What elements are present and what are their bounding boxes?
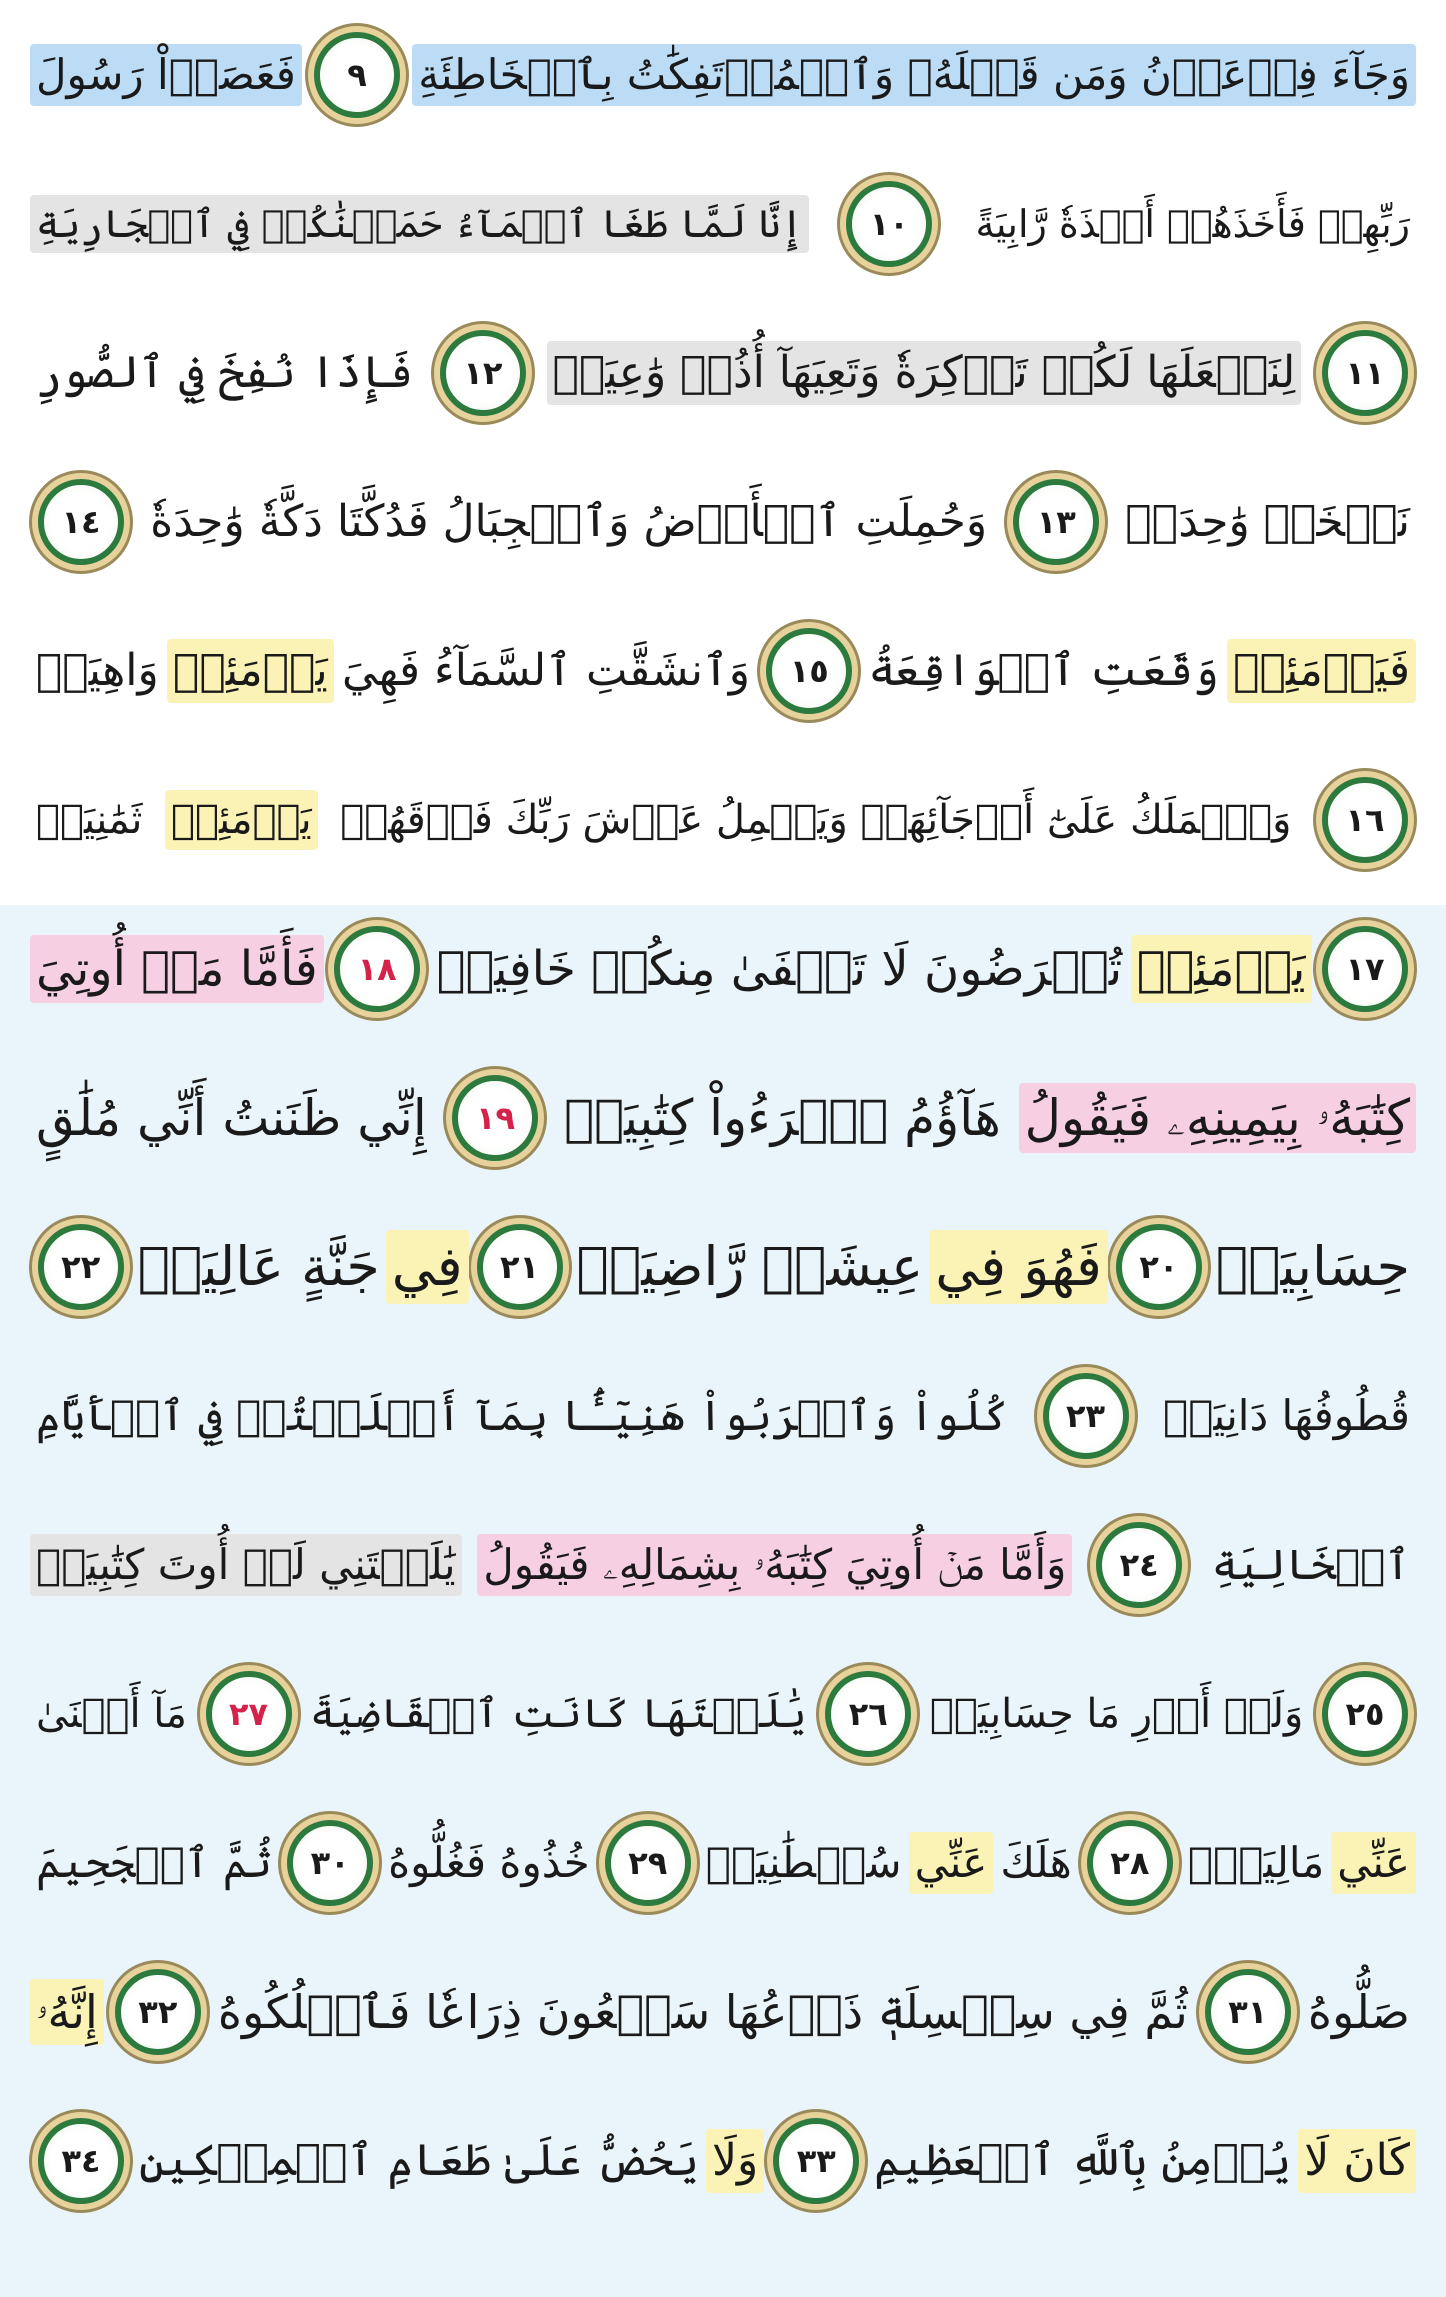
highlighted-verse-text: كَانَ لَا — [1298, 2129, 1416, 2193]
text-line — [30, 747, 1416, 892]
verse-text: يَٰلَيۡتَهَا كَانَتِ ٱلۡقَاضِيَةَ — [310, 1690, 807, 1737]
ayah-number-marker: ١٧ — [1322, 926, 1408, 1012]
verse-text: جَنَّةٍ عَالِيَةٖ — [137, 1234, 380, 1298]
verse-text: قُطُوفُهَا دَانِيَةٞ — [1163, 1390, 1410, 1440]
highlighted-verse-text: يَوۡمَئِذٖ — [165, 790, 318, 850]
ayah-number-marker: ٣٣ — [773, 2118, 859, 2204]
highlighted-verse-text: إِنَّهُۥ — [30, 1979, 104, 2045]
text-line — [30, 449, 1416, 594]
ayah-number-marker: ١٨ — [334, 926, 420, 1012]
verse-text: وَقَعَتِ ٱلۡوَاقِعَةُ — [868, 644, 1219, 696]
text-line — [30, 896, 1416, 1041]
ayah-number-marker: ١٣ — [1013, 479, 1099, 565]
verse-text: وَاهِيَةٞ — [36, 644, 159, 696]
verse-text: هَآؤُمُ ٱقۡرَءُواْ كِتَٰبِيَهۡ — [564, 1088, 1001, 1147]
highlighted-verse-text: يَوۡمَئِذٖ — [167, 639, 334, 703]
highlighted-verse-text: يَٰلَيۡتَنِي لَمۡ أُوتَ كِتَٰبِيَهۡ — [30, 1534, 462, 1596]
highlighted-verse-text: فَأَمَّا مَنۡ أُوتِيَ — [30, 935, 324, 1003]
ayah-number-marker: ٢٤ — [1096, 1522, 1182, 1608]
ayah-number-marker: ١٩ — [452, 1075, 538, 1161]
text-line — [30, 1194, 1416, 1339]
text-line — [30, 1790, 1416, 1935]
ayah-number-marker: ٢٣ — [1043, 1373, 1129, 1459]
text-line — [30, 1343, 1416, 1488]
highlighted-verse-text: يَوۡمَئِذٖ — [1131, 935, 1312, 1003]
verse-text: إِنِّي ظَنَنتُ أَنِّي مُلَٰقٍ — [36, 1088, 427, 1147]
verse-text: حِسَابِيَهۡ — [1215, 1234, 1410, 1298]
highlighted-verse-text: لِنَجۡعَلَهَا لَكُمۡ تَذۡكِرَةٗ وَتَعِيَهَآ أُذُنٞ وَٰعِيَةٞ — [547, 341, 1302, 405]
ayah-number-marker: ١٢ — [440, 330, 526, 416]
highlighted-verse-text: فَعَصَوۡاْ رَسُولَ — [30, 44, 302, 106]
text-line — [30, 1939, 1416, 2084]
ayah-number-marker: ٢٠ — [1116, 1224, 1202, 1310]
verse-text: فَإِذَا نُفِخَ فِي ٱلصُّورِ — [36, 346, 414, 398]
highlighted-verse-text: فَيَوۡمَئِذٖ — [1227, 639, 1416, 703]
text-line — [30, 1641, 1416, 1786]
text-line — [30, 151, 1416, 296]
highlighted-verse-text: إِنَّا لَمَّا طَغَا ٱلۡمَآءُ حَمَلۡنَٰكُمۡ فِي ٱلۡجَارِيَةِ — [30, 195, 809, 253]
verse-text: مَالِيَهۡۜ — [1187, 1837, 1325, 1887]
text-line — [30, 2, 1416, 147]
ayah-number-marker: ١٤ — [38, 479, 124, 565]
verse-text: ثَمَٰنِيَةٞ — [36, 796, 143, 843]
ayah-number-marker: ٣٠ — [287, 1820, 373, 1906]
highlighted-verse-text: وَجَآءَ فِرۡعَوۡنُ وَمَن قَبۡلَهُۥ وَٱلۡمُؤۡتَفِكَٰتُ بِٱلۡخَاطِئَةِ — [412, 44, 1416, 106]
verse-text: سُلۡطَٰنِيَهۡ — [705, 1837, 902, 1887]
verse-text: يَحُضُّ عَلَىٰ طَعَامِ ٱلۡمِسۡكِينِ — [138, 2134, 700, 2186]
highlighted-verse-text: فَهُوَ فِي — [929, 1230, 1108, 1304]
ayah-number-marker: ٢٩ — [605, 1820, 691, 1906]
highlighted-verse-text: عَنِّي — [909, 1832, 994, 1894]
ayah-number-marker: ٢١ — [477, 1224, 563, 1310]
verse-text: كُلُواْ وَٱشۡرَبُواْ هَنِيٓـَٔۢا بِمَآ أَسۡلَفۡتُمۡ فِي ٱلۡأَيَّامِ — [36, 1390, 1008, 1440]
ayah-number-marker: ٢٦ — [825, 1671, 911, 1757]
verse-text: صَلُّوهُ — [1307, 1984, 1410, 2039]
ayah-number-marker: ١٦ — [1322, 777, 1408, 863]
highlighted-verse-text: عَنِّي — [1331, 1832, 1416, 1894]
ayah-number-marker: ٣٤ — [38, 2118, 124, 2204]
verse-text: تُعۡرَضُونَ لَا تَخۡفَىٰ مِنكُمۡ خَافِيَةٞ — [436, 940, 1123, 997]
text-line — [30, 2088, 1416, 2233]
ayah-number-marker: ٢٨ — [1087, 1820, 1173, 1906]
verse-text: خُذُوهُ فَغُلُّوهُ — [388, 1837, 590, 1887]
text-line — [30, 598, 1416, 743]
highlighted-verse-text: فِي — [386, 1230, 469, 1304]
verse-text: هَلَكَ — [1000, 1837, 1072, 1887]
verse-text: ٱلۡخَالِيَةِ — [1211, 1539, 1410, 1589]
ayah-number-marker: ٣١ — [1205, 1969, 1291, 2055]
verse-text: عِيشَةٖ رَّاضِيَةٖ — [576, 1234, 924, 1298]
ayah-number-marker: ١١ — [1322, 330, 1408, 416]
verse-text: مَآ أَغۡنَىٰ — [36, 1690, 187, 1737]
ayah-number-marker: ١٥ — [766, 628, 852, 714]
ayah-number-marker: ٩ — [314, 32, 400, 118]
text-line — [30, 1045, 1416, 1190]
verse-text: ثُمَّ فِي سِلۡسِلَةٖ ذَرۡعُهَا سَبۡعُونَ ذِرَاعٗا فَٱسۡلُكُوهُ — [217, 1984, 1188, 2039]
highlighted-verse-text: وَلَا — [706, 2129, 764, 2193]
verse-text: ثُمَّ ٱلۡجَحِيمَ — [36, 1837, 273, 1887]
ayah-number-marker: ٢٥ — [1322, 1671, 1408, 1757]
highlighted-verse-text: كِتَٰبَهُۥ بِيَمِينِهِۦ فَيَقُولُ — [1019, 1083, 1416, 1153]
verse-text: رَبِّهِمۡ فَأَخَذَهُمۡ أَخۡذَةٗ رَّابِيَةً — [975, 201, 1410, 246]
text-line — [30, 300, 1416, 445]
ayah-number-marker: ٢٧ — [206, 1671, 292, 1757]
text-line — [30, 1492, 1416, 1637]
verse-text: وَٱلۡمَلَكُ عَلَىٰٓ أَرۡجَآئِهَاۚ وَيَحۡمِلُ عَرۡشَ رَبِّكَ فَوۡقَهُمۡ — [340, 796, 1292, 843]
ayah-number-marker: ٣٢ — [115, 1969, 201, 2055]
ayah-number-marker: ٢٢ — [38, 1224, 124, 1310]
highlighted-verse-text: وَأَمَّا مَنۡ أُوتِيَ كِتَٰبَهُۥ بِشِمَالِهِۦ فَيَقُولُ — [477, 1534, 1072, 1596]
verse-text: وَٱنشَقَّتِ ٱلسَّمَآءُ فَهِيَ — [342, 644, 750, 696]
ayah-number-marker: ١٠ — [846, 181, 932, 267]
verse-text: نَفۡخَةٞ وَٰحِدَةٞ — [1125, 495, 1410, 547]
verse-text: يُؤۡمِنُ بِٱللَّهِ ٱلۡعَظِيمِ — [874, 2134, 1292, 2186]
verse-text: وَحُمِلَتِ ٱلۡأَرۡضُ وَٱلۡجِبَالُ فَدُكَّتَا دَكَّةٗ وَٰحِدَةٗ — [150, 495, 988, 547]
verse-text: وَلَمۡ أَدۡرِ مَا حِسَابِيَهۡ — [929, 1690, 1304, 1737]
